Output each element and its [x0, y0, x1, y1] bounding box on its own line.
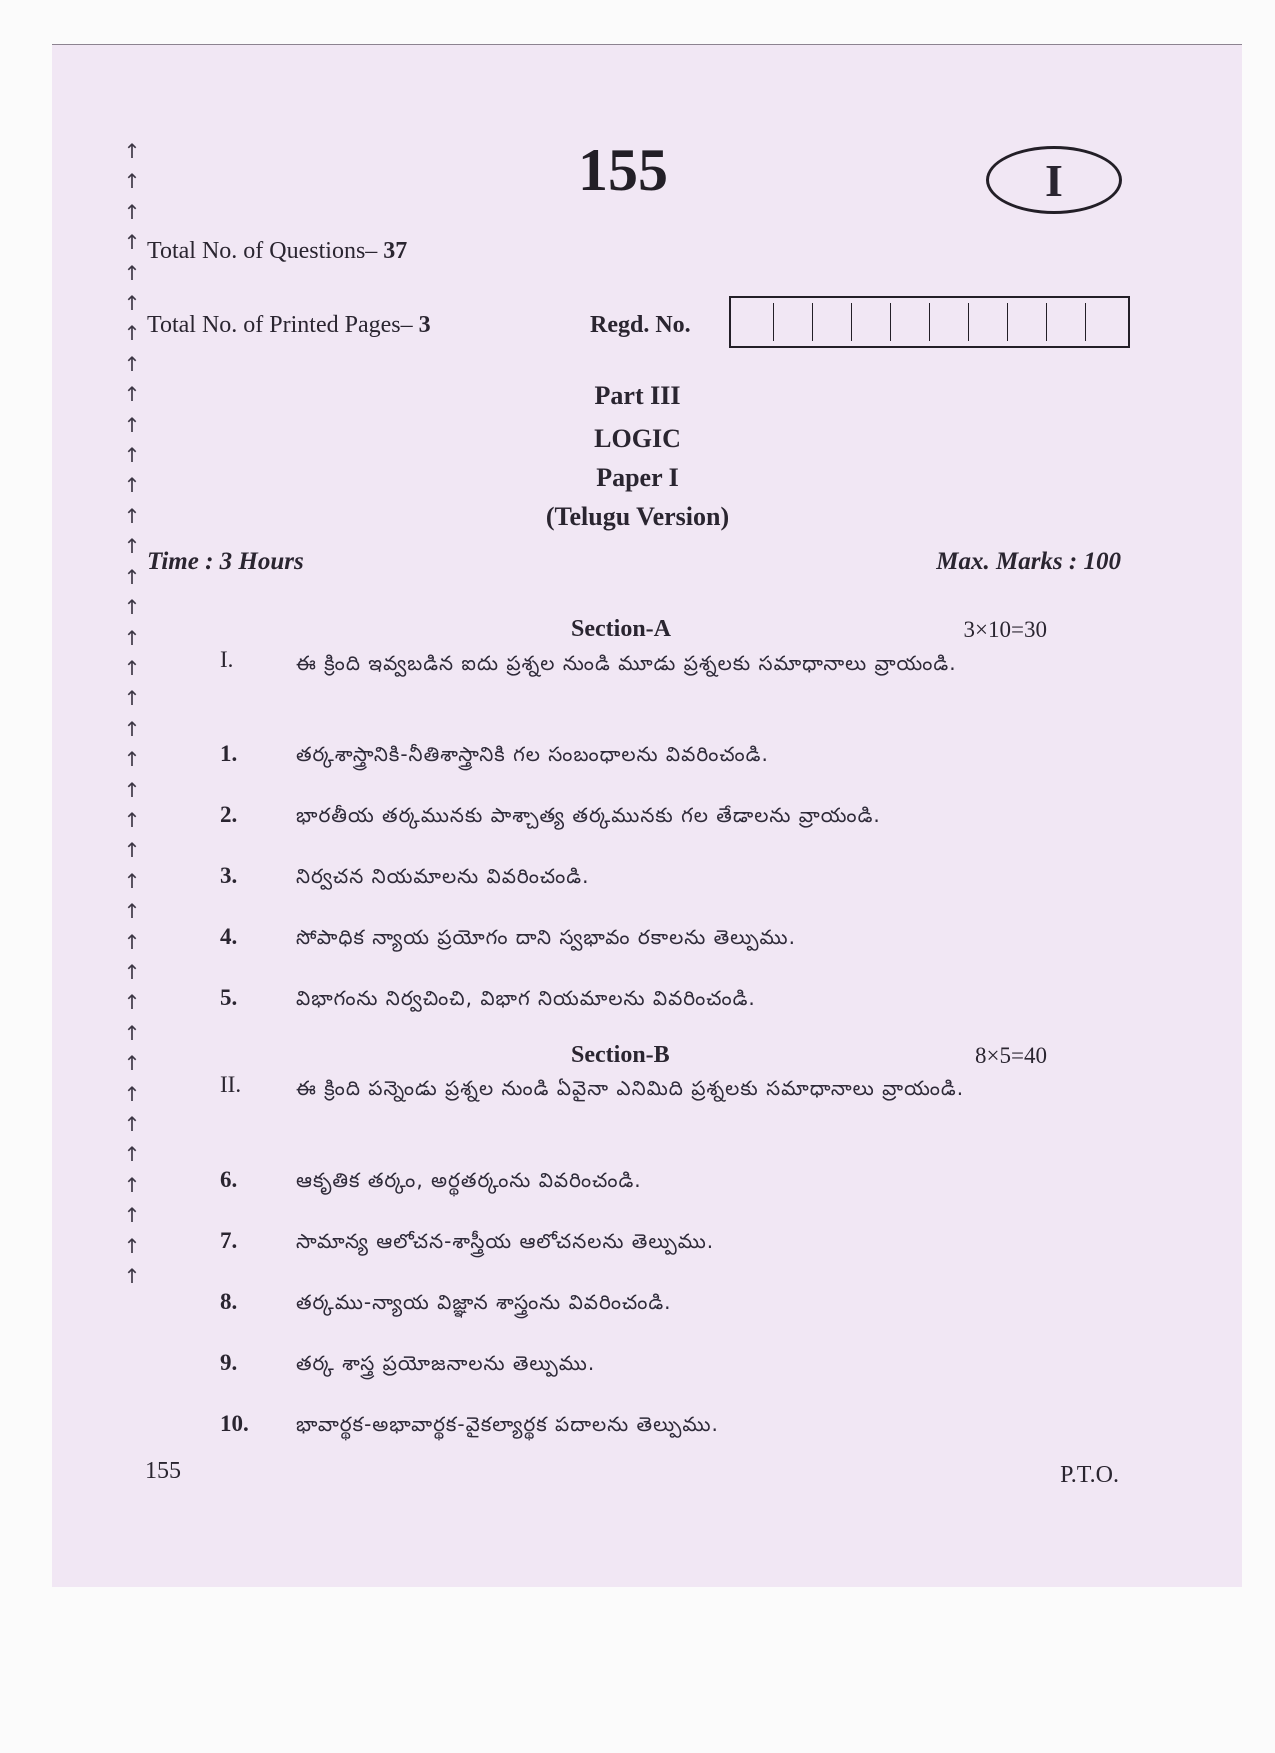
section-a-roman: I.	[220, 647, 234, 672]
question-text: భారతీయ తర్కమునకు పాశ్చాత్య తర్కమునకు గల తేడాలను వ్రాయండి.	[296, 803, 881, 827]
regd-label: Regd. No.	[590, 312, 691, 338]
total-pages-label: Total No. of Printed Pages–	[147, 312, 413, 338]
regd-digit-box[interactable]	[852, 303, 891, 341]
total-pages	[147, 312, 431, 339]
section-b-title: Section-B	[571, 1042, 670, 1068]
section-b-marks: 8×5=40	[975, 1043, 1047, 1068]
question-number: 3.	[220, 863, 238, 888]
regd-digit-box[interactable]	[735, 303, 774, 341]
question-number: 9.	[220, 1350, 238, 1375]
total-questions-value: 37	[383, 238, 408, 264]
section-b-instruction: ఈ క్రింది పన్నెండు ప్రశ్నల నుండి ఏవైనా ఎనిమిది ప్రశ్నలకు సమాధానాలు వ్రాయండి.	[296, 1076, 965, 1100]
question-number: 8.	[220, 1289, 238, 1314]
paper-title: Paper I	[596, 463, 679, 492]
question-number: 4.	[220, 924, 238, 949]
total-questions-label: Total No. of Questions–	[147, 238, 378, 264]
regd-digit-box[interactable]	[813, 303, 852, 341]
question-text: సామాన్య ఆలోచన-శాస్త్రీయ ఆలోచనలను తెల్పుము.	[296, 1229, 715, 1253]
margin-arrows: ↑ ↑ ↑ ↑ ↑ ↑ ↑ ↑ ↑ ↑ ↑ ↑ ↑ ↑ ↑ ↑ ↑ ↑ ↑ ↑ ↑ ↑ ↑ ↑ ↑ ↑ ↑ ↑ ↑ ↑ ↑ ↑ ↑ ↑ ↑ ↑ ↑ ↑	[123, 139, 141, 1289]
question-number: 7.	[220, 1228, 238, 1253]
regd-digit-box[interactable]	[891, 303, 930, 341]
part-title: Part III	[594, 381, 681, 410]
question-text: నిర్వచన నియమాలను వివరించండి.	[296, 864, 590, 888]
question-text: తర్కము-న్యాయ విజ్ఞాన శాస్త్రంను వివరించండి.	[296, 1290, 672, 1314]
question-text: తర్క శాస్త్ర ప్రయోజనాలను తెల్పుము.	[296, 1351, 596, 1375]
paper-code: 155	[578, 137, 668, 203]
question-number: 6.	[220, 1167, 238, 1192]
question-number: 2.	[220, 802, 238, 827]
question-text: సోపాధిక న్యాయ ప్రయోగం దాని స్వభావం రకాలను తెల్పుము.	[296, 925, 796, 949]
total-pages-value: 3	[418, 312, 431, 338]
section-a-title: Section-A	[571, 616, 671, 642]
regd-digit-box[interactable]	[1047, 303, 1086, 341]
question-number: 5.	[220, 985, 238, 1010]
question-text: తర్కశాస్త్రానికి-నీతిశాస్త్రానికి గల సంబంధాలను వివరించండి.	[296, 742, 769, 766]
section-a-marks: 3×10=30	[963, 617, 1047, 642]
series-badge	[986, 146, 1122, 214]
regd-digit-box[interactable]	[1008, 303, 1047, 341]
regd-digit-box[interactable]	[1086, 303, 1124, 341]
subject-title: LOGIC	[594, 424, 681, 453]
footer-pto: P.T.O.	[1060, 1462, 1119, 1488]
version-title: (Telugu Version)	[545, 502, 730, 531]
question-number: 1.	[220, 741, 238, 766]
max-marks: Max. Marks : 100	[936, 548, 1121, 575]
section-a-instruction: ఈ క్రింది ఇవ్వబడిన ఐదు ప్రశ్నల నుండి మూడు ప్రశ్నలకు సమాధానాలు వ్రాయండి.	[296, 651, 957, 675]
question-number: 10.	[220, 1411, 249, 1436]
regd-number-boxes[interactable]	[729, 296, 1130, 348]
regd-digit-box[interactable]	[930, 303, 969, 341]
question-text: విభాగంను నిర్వచించి, విభాగ నియమాలను వివరించండి.	[296, 986, 756, 1010]
question-text: ఆకృతిక తర్కం, అర్థతర్కంను వివరించండి.	[296, 1168, 642, 1192]
regd-digit-box[interactable]	[774, 303, 813, 341]
regd-digit-box[interactable]	[969, 303, 1008, 341]
total-questions	[147, 238, 407, 265]
footer-code: 155	[145, 1458, 181, 1484]
section-b-roman: II.	[220, 1072, 242, 1097]
time-allowed: Time : 3 Hours	[147, 548, 304, 575]
series-letter: I	[1045, 154, 1063, 206]
question-text: భావార్థక-అభావార్థక-వైకల్యార్థక పదాలను తెల్పుము.	[296, 1412, 719, 1436]
